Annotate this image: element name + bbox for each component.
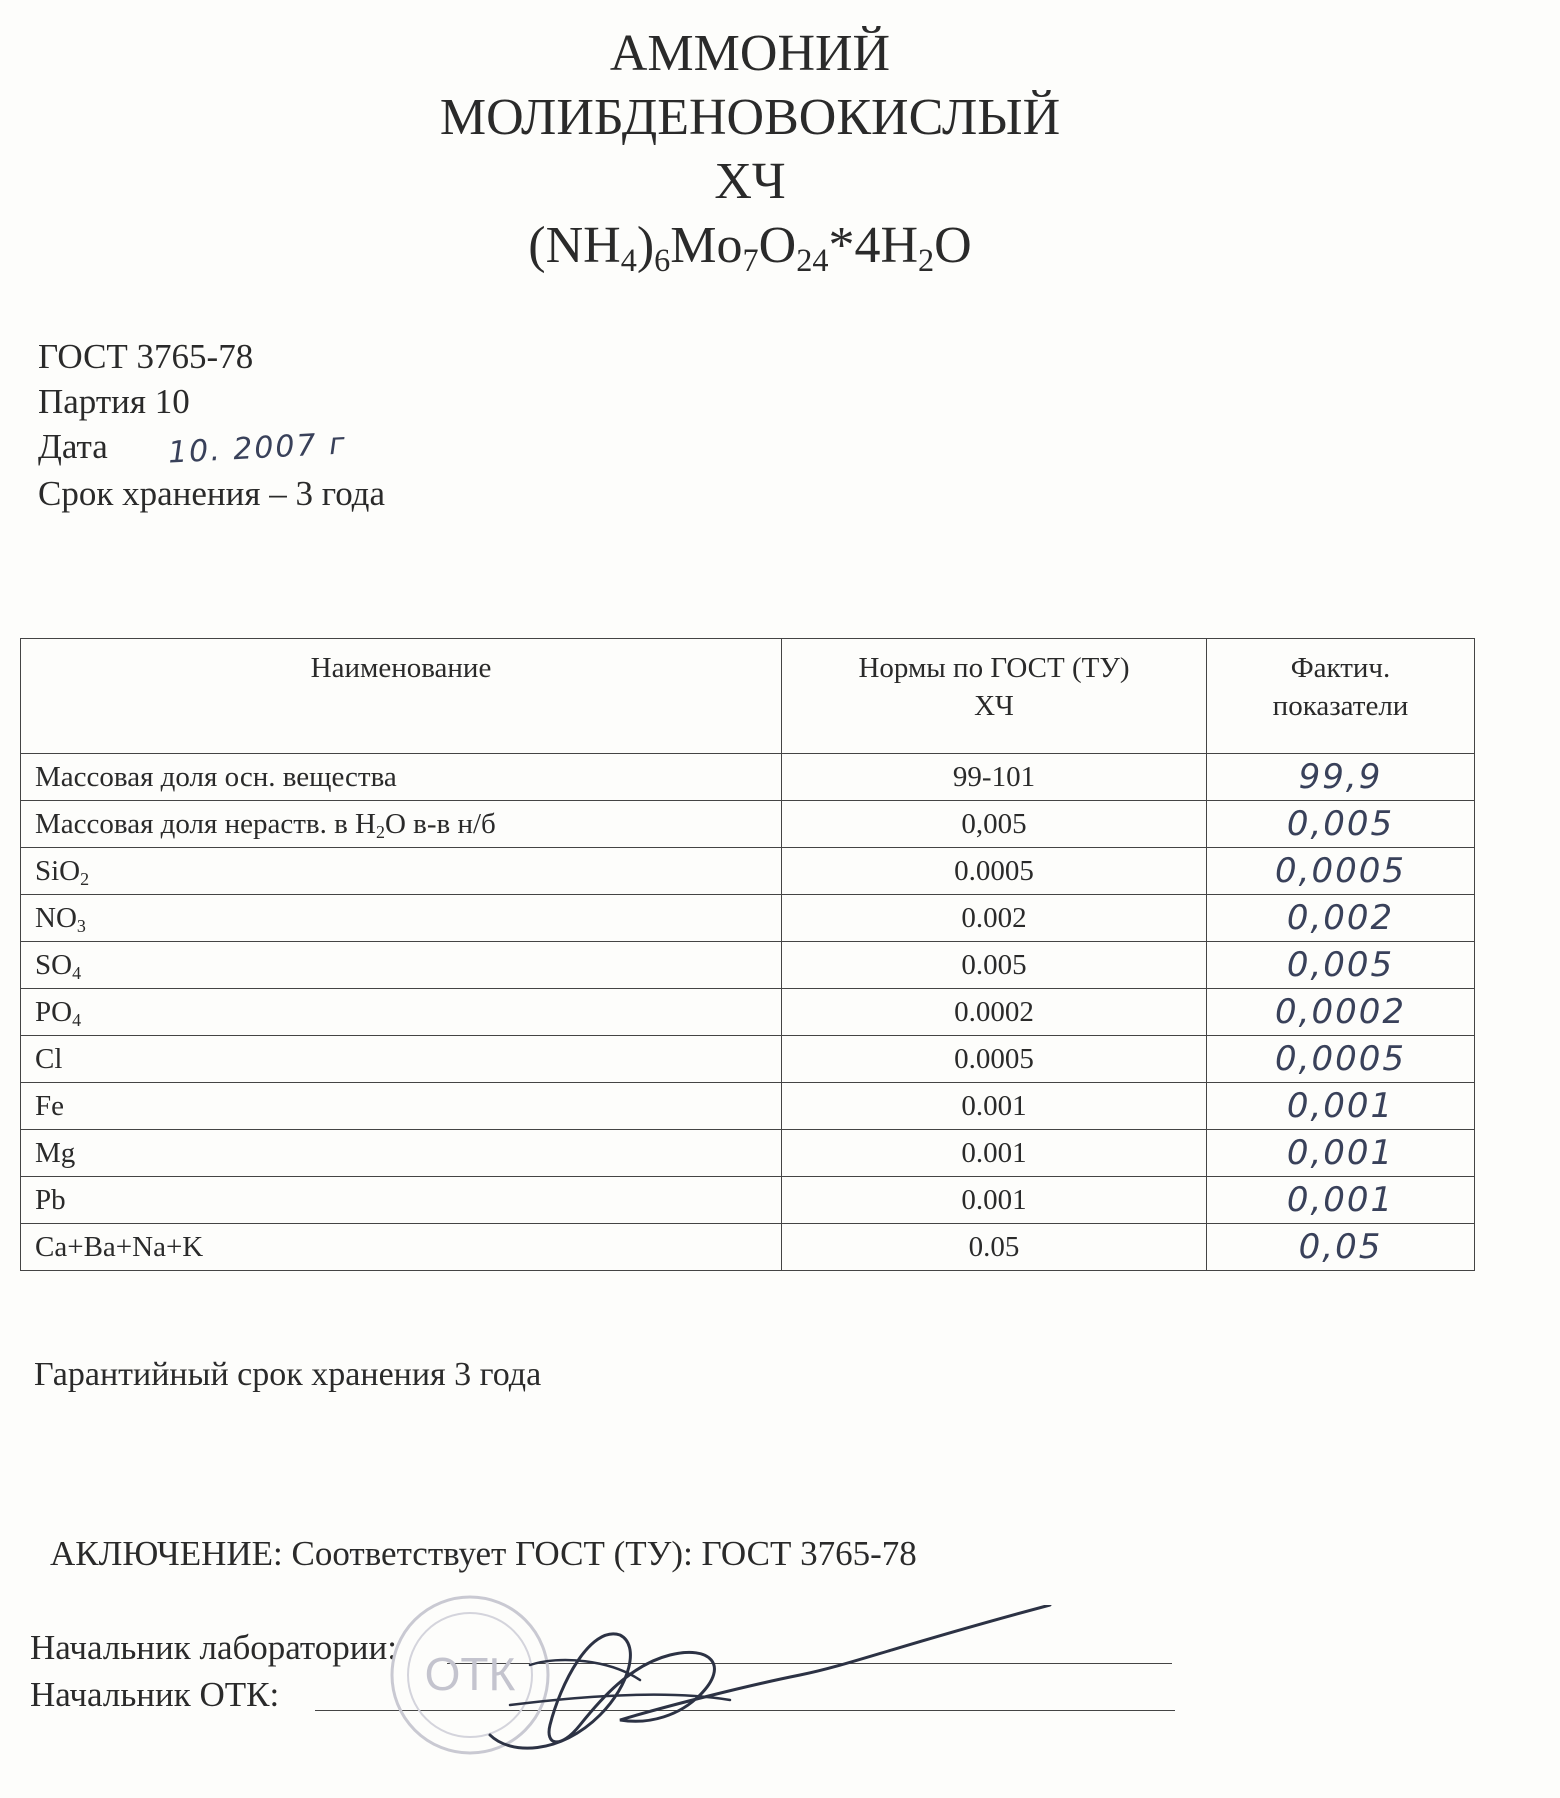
batch-number: Партия 10 [38,382,190,421]
date-label: Дата [38,427,108,466]
row-actual-handwritten: 99,9 [1207,754,1475,801]
title-line-2: МОЛИБДЕНОВОКИСЛЫЙ [439,89,1061,146]
row-norm: 0.0005 [782,848,1207,895]
table-row [21,848,1475,895]
lab-head-label: Начальник лаборатории: [30,1628,397,1667]
date-row [38,424,385,471]
row-norm: 0.05 [782,1224,1207,1271]
row-norm: 0.0002 [782,989,1207,1036]
document-meta [38,334,385,516]
date-handwritten: 10. 2007 г [166,426,348,471]
table-row [21,1130,1475,1177]
table-row [21,1177,1475,1224]
row-actual-handwritten: 0,002 [1207,895,1475,942]
table-row [21,1036,1475,1083]
chemical-formula: $(NH_4)_6Mo_7O_{24}*4H_2O$ [528,217,972,279]
row-name: Fe [21,1083,782,1130]
header-name: Наименование [21,639,782,754]
row-actual-handwritten: 0,005 [1207,942,1475,989]
table-header-row [21,639,1475,754]
shelf-life: Срок хранения – 3 года [38,474,386,513]
spec-table [20,638,1475,1271]
row-norm: 0,005 [782,801,1207,848]
signature [470,1605,1070,1765]
row-actual-handwritten: 0,0002 [1207,989,1475,1036]
row-norm: 0.002 [782,895,1207,942]
row-name: SiO$_2$ [21,848,782,895]
table-row [21,989,1475,1036]
row-norm: 0.0005 [782,1036,1207,1083]
table-row [21,895,1475,942]
title-line-3: ХЧ [714,153,786,210]
row-name: Mg [21,1130,782,1177]
row-name: $PO_4$ [21,989,782,1036]
gost-number: ГОСТ 3765-78 [38,337,254,376]
row-name: $NO_3$ [21,895,782,942]
row-norm: 99-101 [782,754,1207,801]
header-norm: Нормы по ГОСТ (ТУ) ХЧ [782,639,1207,754]
table-row [21,801,1475,848]
otk-head-label: Начальник ОТК: [30,1675,280,1714]
row-actual-handwritten: 0,005 [1207,801,1475,848]
row-name: Cl [21,1036,782,1083]
row-actual-handwritten: 0,05 [1207,1224,1475,1271]
guarantee-text: Гарантийный срок хранения 3 года [34,1356,542,1393]
row-actual-handwritten: 0,001 [1207,1083,1475,1130]
row-name: Pb [21,1177,782,1224]
row-name: $SO_4$ [21,942,782,989]
row-norm: 0.001 [782,1083,1207,1130]
row-actual-handwritten: 0,0005 [1207,848,1475,895]
row-norm: 0.005 [782,942,1207,989]
table-row [21,754,1475,801]
row-actual-handwritten: 0,0005 [1207,1036,1475,1083]
title-line-1: АММОНИЙ [609,25,891,82]
row-name: Массовая доля осн. вещества [21,754,782,801]
table-row [21,1083,1475,1130]
document-title [0,22,1500,278]
table-row [21,1224,1475,1271]
row-norm: 0.001 [782,1130,1207,1177]
row-actual-handwritten: 0,001 [1207,1177,1475,1224]
stamp-text: ОТК [424,1648,516,1700]
row-norm: 0.001 [782,1177,1207,1224]
row-actual-handwritten: 0,001 [1207,1130,1475,1177]
row-name: Массовая доля нераств. в $H_2O$ в-в н/б [21,801,782,848]
conclusion-text: АКЛЮЧЕНИЕ: Соответствует ГОСТ (ТУ): ГОСТ 3765-78 [50,1534,917,1573]
header-actual: Фактич. показатели [1207,639,1475,754]
row-name: Ca+Ba+Na+K [21,1224,782,1271]
table-row [21,942,1475,989]
signers-block [30,1624,397,1718]
